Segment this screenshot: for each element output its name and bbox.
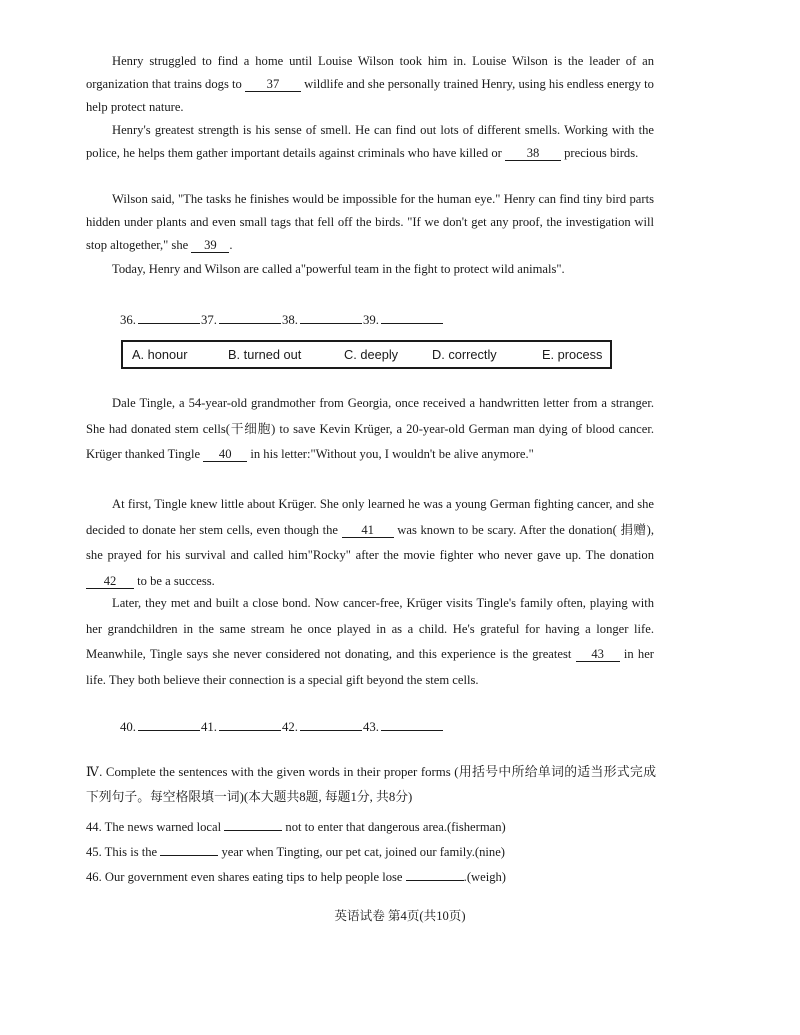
text: Dale Tingle, a 54-year-old grandmother from Georgia, once received a handwritten letter from a stranger. She had donated stem cells(干细胞) to save Kevin Krüger, a 20-year-old German man dying of blood cancer. Krüger thanked Tingle	[86, 396, 654, 461]
answer-number: 39.	[363, 313, 379, 327]
blank-41: 41	[342, 523, 394, 538]
option-e: E. process	[542, 347, 603, 362]
blank-42: 42	[86, 574, 134, 589]
text: to be a success.	[134, 573, 215, 588]
text: 44. The news warned local	[86, 820, 225, 834]
blank-37: 37	[245, 77, 301, 92]
section-4-heading: Ⅳ. Complete the sentences with the given words in their proper forms (用括号中所给单词的适当形式完成下列句子。每空格限填一词)(本大题共8题, 每题1分, 共8分)	[86, 765, 656, 804]
passage2-paragraph3	[86, 591, 654, 693]
answer-blank-44[interactable]	[224, 818, 282, 831]
text: wildlife and she personally trained Henry, using his endless energy to help protect nature.	[86, 77, 654, 115]
option-a: A. honour	[132, 347, 188, 362]
question-46	[86, 868, 506, 885]
text: At first, Tingle knew little about Krüger. She only learned he was a young German fighting cancer, and she decided to donate her stem cells, even though the	[86, 497, 654, 537]
answer-number: 37.	[201, 313, 217, 327]
answer-number: 38.	[282, 313, 298, 327]
answer-blank-45[interactable]	[160, 843, 218, 856]
text: year when Tingting, our pet cat, joined our family.(nine)	[218, 845, 505, 859]
answer-row-40-43	[120, 718, 444, 735]
answer-number: 36.	[120, 313, 136, 327]
answer-slot-39[interactable]	[363, 311, 444, 328]
answer-row-36-39	[120, 311, 444, 328]
answer-number: 42.	[282, 720, 298, 734]
answer-slot-40[interactable]	[120, 718, 201, 735]
text: in his letter:"Without you, I wouldn't be alive anymore."	[247, 447, 534, 461]
question-44	[86, 818, 506, 835]
question-45	[86, 843, 505, 860]
word-options-box	[121, 340, 612, 369]
answer-slot-42[interactable]	[282, 718, 363, 735]
passage2-paragraph1	[86, 391, 654, 468]
answer-slot-38[interactable]	[282, 311, 363, 328]
passage2-paragraph2	[86, 492, 654, 594]
passage1-paragraph2	[86, 119, 654, 165]
blank-38: 38	[505, 146, 561, 161]
text: precious birds.	[560, 146, 639, 161]
answer-slot-41[interactable]	[201, 718, 282, 735]
option-d: D. correctly	[432, 347, 497, 362]
text: Henry's greatest strength is his sense of smell. He can find out lots of different smells. Working with the police, he helps them gather important details against criminals who have killed or	[86, 123, 654, 161]
answer-number: 43.	[363, 720, 379, 734]
page-footer: 英语试卷 第4页(共10页)	[334, 909, 466, 923]
answer-slot-37[interactable]	[201, 311, 282, 328]
text: was known to be scary. After the donation( 捐赠), she prayed for his survival and called him"Rocky" after the movie fighter who never gave up. The donation	[86, 522, 654, 562]
answer-slot-36[interactable]	[120, 311, 201, 328]
passage1-paragraph4: Today, Henry and Wilson are called a"powerful team in the fight to protect wild animals".	[112, 262, 565, 276]
text: in her life. They both believe their connection is a special gift beyond the stem cells.	[86, 647, 654, 687]
text: .	[229, 238, 233, 253]
blank-40: 40	[203, 447, 247, 462]
answer-slot-43[interactable]	[363, 718, 444, 735]
text: Later, they met and built a close bond. Now cancer-free, Krüger visits Tingle's family often, playing with her grandchildren in the same stream he once played in as a child. He's grateful for having a longer life. Meanwhile, Tingle says she never considered not donating, and this experience is the greatest	[86, 596, 654, 661]
passage1-paragraph3	[86, 188, 654, 258]
blank-43: 43	[576, 647, 620, 662]
answer-number: 41.	[201, 720, 217, 734]
text: 46. Our government even shares eating tips to help people lose	[86, 870, 406, 884]
answer-number: 40.	[120, 720, 136, 734]
text: Wilson said, "The tasks he finishes would be impossible for the human eye." Henry can find tiny bird parts hidden under plants and even small tags that fell off the birds. "If we don't get any proof, the investigation will stop altogether," she	[86, 192, 654, 253]
passage1-paragraph1	[86, 50, 654, 120]
option-c: C. deeply	[344, 347, 399, 362]
text: .(weigh)	[463, 870, 506, 884]
text: not to enter that dangerous area.(fisherman)	[282, 820, 506, 834]
answer-blank-46[interactable]	[406, 868, 464, 881]
blank-39: 39	[191, 238, 229, 253]
text: Henry struggled to find a home until Louise Wilson took him in. Louise Wilson is the leader of an organization that trains dogs to	[86, 54, 654, 92]
option-b: B. turned out	[228, 347, 302, 362]
text: 45. This is the	[86, 845, 161, 859]
